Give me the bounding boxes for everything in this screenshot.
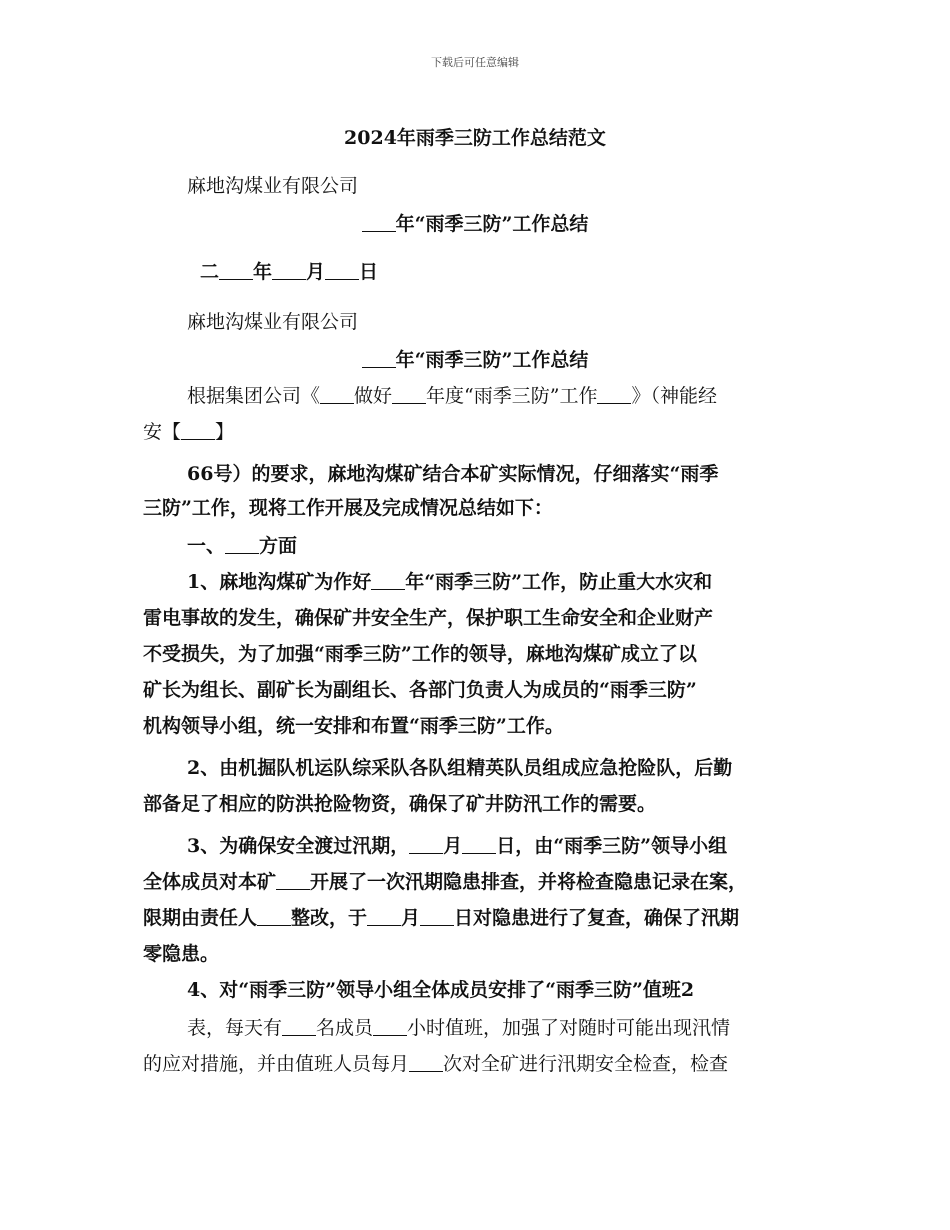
item-4-line-3: 的应对措施，并由值班人员每月 次对全矿进行汛期安全检查，检查 <box>143 1053 729 1075</box>
item-1-line-2: 雷电事故的发生，确保矿井安全生产，保护职工生命安全和企业财产 <box>143 607 714 629</box>
paragraph-2-line-2: 三防”工作，现将工作开展及完成情况总结如下： <box>143 497 553 519</box>
item-1-line-5: 机构领导小组，统一安排和布置“雨季三防”工作。 <box>143 715 564 737</box>
item-1-line-3: 不受损失，为了加强“雨季三防”工作的领导，麻地沟煤矿成立了以 <box>143 643 697 665</box>
item-4-line-1: 4、对“雨季三防”领导小组全体成员安排了“雨季三防”值班2 <box>187 979 695 1001</box>
item-3-line-3: 限期由责任人 整改，于 月 日对隐患进行了复查，确保了汛期 <box>143 907 740 929</box>
paragraph-2-line-1: 66号）的要求，麻地沟煤矿结合本矿实际情况，仔细落实“雨季 <box>187 463 719 485</box>
item-3-line-2: 全体成员对本矿 开展了一次汛期隐患排查，并将检查隐患记录在案， <box>143 871 748 893</box>
paragraph-1-line-1: 根据集团公司《 做好 年度“雨季三防”工作 》（神能经 <box>187 385 717 407</box>
subtitle-2: 年“雨季三防”工作总结 <box>0 346 950 374</box>
item-1-line-4: 矿长为组长、副矿长为副组长、各部门负责人为成员的“雨季三防” <box>143 679 697 701</box>
item-1-line-1: 1、麻地沟煤矿为作好 年“雨季三防”工作，防止重大水灾和 <box>187 571 713 593</box>
doc-title: 2024年雨季三防工作总结范文 <box>344 127 606 149</box>
paragraph-1-line-2: 安【 】 <box>143 421 235 443</box>
subtitle-1: 年“雨季三防”工作总结 <box>0 210 950 238</box>
item-2-line-1: 2、由机掘队机运队综采队各队组精英队员组成应急抢险队，后勤 <box>187 757 733 779</box>
item-4-line-2: 表，每天有 名成员 小时值班，加强了对随时可能出现汛情 <box>187 1017 731 1039</box>
company-name-1: 麻地沟煤业有限公司 <box>187 175 359 197</box>
item-2-line-2: 部备足了相应的防洪抢险物资，确保了矿井防汛工作的需要。 <box>143 793 657 815</box>
company-name-2: 麻地沟煤业有限公司 <box>187 311 359 333</box>
section-heading-1: 一、 方面 <box>187 535 298 557</box>
header-note: 下载后可任意编辑 <box>431 56 519 69</box>
date-line: 二 年 月 日 <box>200 261 379 283</box>
item-3-line-1: 3、为确保安全渡过汛期， 月 日，由“雨季三防”领导小组 <box>187 835 728 857</box>
item-3-line-4: 零隐患。 <box>143 943 220 965</box>
